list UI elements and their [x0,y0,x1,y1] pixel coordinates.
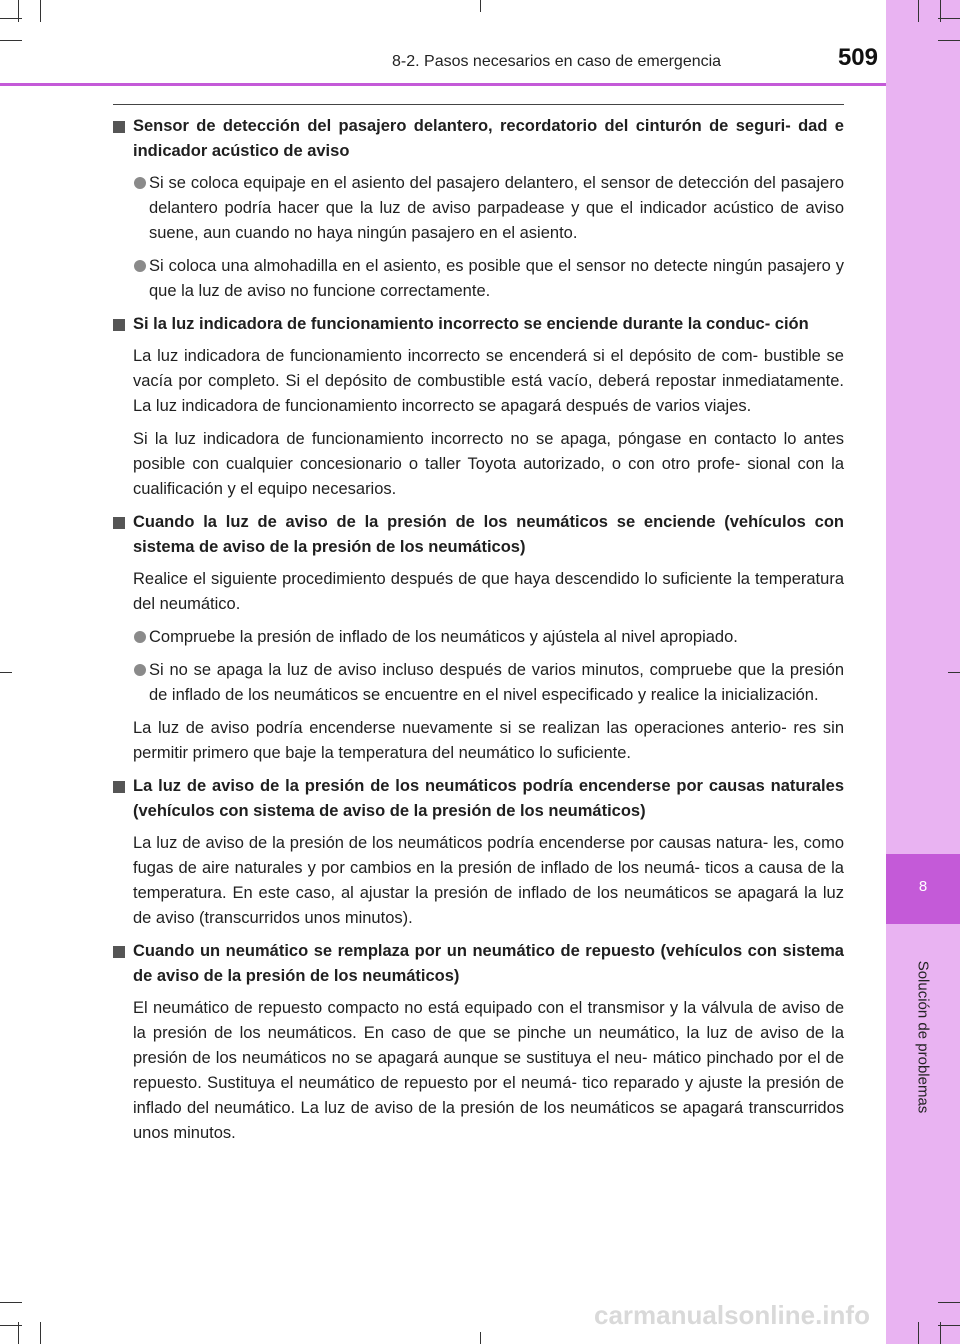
bullet-item [111,625,844,650]
header-rule [0,83,886,86]
crop-mark [938,1302,960,1303]
crop-mark [918,0,919,22]
section-heading [111,312,844,337]
crop-mark [40,0,41,22]
crop-mark [948,672,960,673]
body-paragraph: La luz de aviso podría encenderse nuevamente si se realizan las operaciones anterio- res sin permitir primero que baje la temperatura del neumático lo suficiente. [133,719,844,762]
body-paragraph: La luz indicadora de funcionamiento incorrecto se encenderá si el depósito de com- bustible se vacía por completo. Si el depósito de combustible está vacío, deberá repostar inmediatamente. La luz indicadora de funcionamiento incorrecto se apagará después de varios viajes. [133,347,844,415]
chapter-number: 8 [918,878,928,895]
bullet-text: Compruebe la presión de inflado de los neumáticos y ajústela al nivel apropiado. [149,628,738,646]
crop-mark [480,0,481,12]
crop-mark [938,18,960,19]
crop-mark [938,40,960,41]
section-heading [111,774,844,824]
section-title: 8-2. Pasos necesarios en caso de emergencia [392,53,722,70]
bullet-item [111,658,844,708]
square-bullet-icon [113,946,125,958]
body-paragraph: Si la luz indicadora de funcionamiento incorrecto no se apaga, póngase en contacto lo antes posible con cualquier concesionario o taller Toyota autorizado, o con otro profe- sional con la cualificación y el equipo necesarios. [133,430,844,498]
body-paragraph: El neumático de repuesto compacto no está equipado con el transmisor y la válvula de aviso de la presión de los neumáticos. En caso de que se pinche un neumático, la luz de aviso de la presión de los neumáticos no se apagará aunque se sustituya el neu- mático pinchado por el de repuesto. Sustituya el neumático de repuesto por el neumá- tico reparado y ajuste la presión de inflado del neumático. La luz de aviso de la presión de los neumáticos se apagará transcurridos unos minutos. [133,999,844,1142]
crop-mark [18,1322,19,1344]
body-paragraph: Realice el siguiente procedimiento después de que haya descendido lo suficiente la temperatura del neumático. [133,570,844,613]
square-bullet-icon [113,319,125,331]
round-bullet-icon [134,260,146,272]
crop-mark [918,1322,919,1344]
content-top-rule [113,104,844,105]
round-bullet-icon [134,664,146,676]
bullet-item [111,171,844,246]
section-heading-text: La luz de aviso de la presión de los neumáticos podría encenderse por causas naturales (vehículos con sistema de aviso de la presión de los neumáticos) [133,777,844,820]
page-content [111,114,844,1154]
square-bullet-icon [113,517,125,529]
section-heading-text: Sensor de detección del pasajero delantero, recordatorio del cinturón de seguri- dad e indicador acústico de aviso [133,117,844,160]
page-number: 509 [837,44,878,71]
bullet-text: Si coloca una almohadilla en el asiento, es posible que el sensor no detecte ningún pasajero y que la luz de aviso no funcione correctamente. [149,257,844,300]
body-paragraph: La luz de aviso de la presión de los neumáticos podría encenderse por causas natura- les, como fugas de aire naturales y por cambios en la presión de inflado de los neumá- ticos a causa de la temperatura. En este caso, al ajustar la presión de inflado de los neumáticos se apagará la luz de aviso (transcurridos unos minutos). [133,834,844,927]
bullet-text: Si se coloca equipaje en el asiento del pasajero delantero, el sensor de detección del pasajero delantero podría hacer que la luz de aviso parpadease y que el indicador acústico de aviso suene, aun cuando no haya ningún pasajero en el asiento. [149,174,844,242]
bullet-item [111,254,844,304]
square-bullet-icon [113,121,125,133]
chapter-label: Solución de problemas [914,960,932,1114]
round-bullet-icon [134,631,146,643]
square-bullet-icon [113,781,125,793]
crop-mark [940,0,941,22]
section-heading-text: Cuando un neumático se remplaza por un neumático de repuesto (vehículos con sistema de aviso de la presión de los neumáticos) [133,942,844,985]
section-heading [111,114,844,164]
section-heading-text: Cuando la luz de aviso de la presión de los neumáticos se enciende (vehículos con sistema de aviso de la presión de los neumáticos) [133,513,844,556]
crop-mark [938,1325,960,1326]
crop-mark [0,1302,22,1303]
crop-mark [940,1322,941,1344]
crop-mark [0,40,22,41]
crop-mark [18,0,19,22]
section-heading-text: Si la luz indicadora de funcionamiento incorrecto se enciende durante la conduc- ción [133,315,809,333]
crop-mark [40,1322,41,1344]
watermark: carmanualsonline.info [594,1300,870,1330]
section-heading [111,939,844,989]
crop-mark [0,672,12,673]
crop-mark [480,1332,481,1344]
round-bullet-icon [134,177,146,189]
section-heading [111,510,844,560]
bullet-text: Si no se apaga la luz de aviso incluso después de varios minutos, compruebe que la presión de inflado de los neumáticos se encuentre en el nivel especificado y realice la inicialización. [149,661,844,704]
